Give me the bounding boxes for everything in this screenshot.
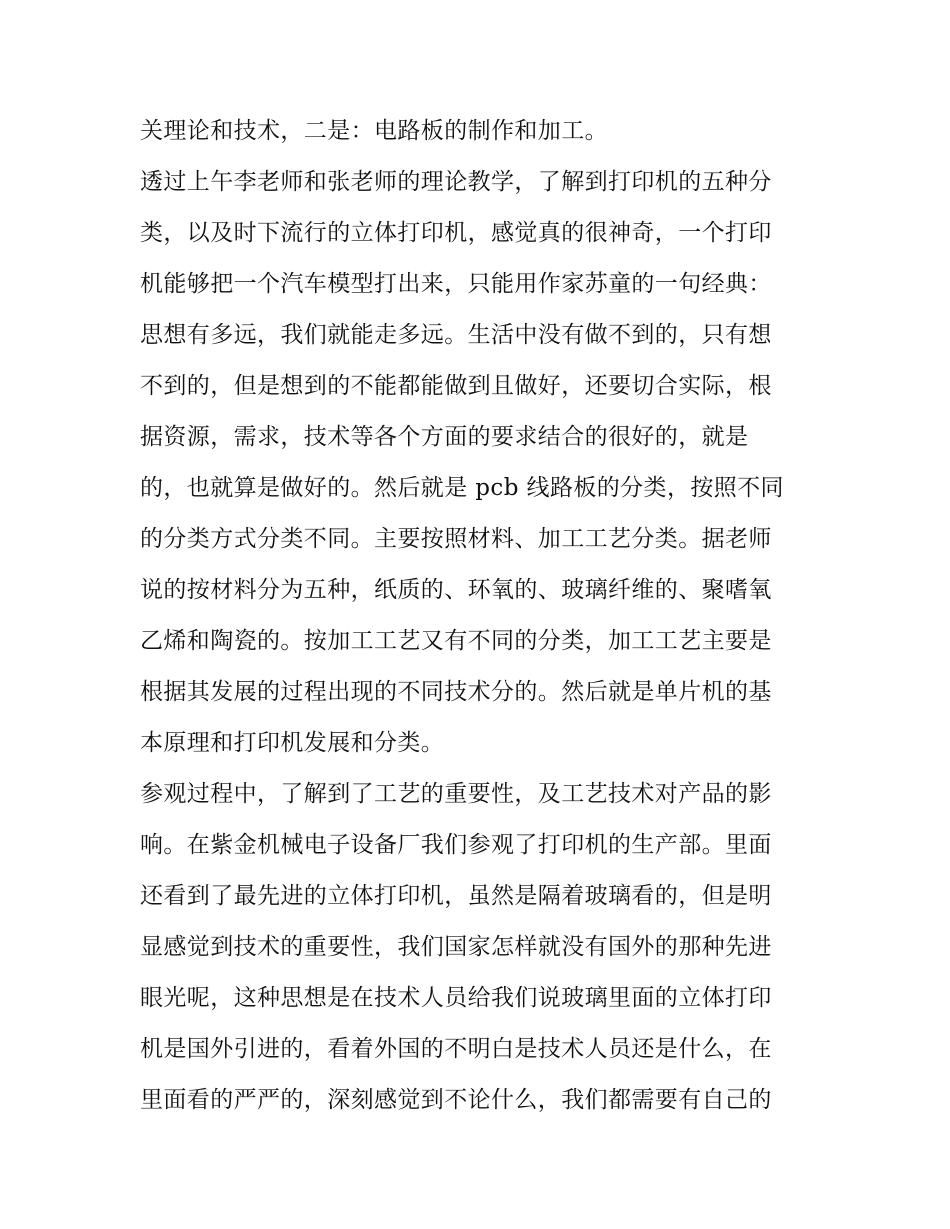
text-line: 机能够把一个汽车模型打出来，只能用作家苏童的一句经典： xyxy=(140,271,772,297)
text-line: 机是国外引进的，看着外国的不明白是技术人员还是什么，在 xyxy=(140,1036,772,1062)
text-line: 参观过程中，了解到了工艺的重要性，及工艺技术对产品的影 xyxy=(140,781,772,807)
text-line: 还看到了最先进的立体打印机，虽然是隔着玻璃看的，但是明 xyxy=(140,883,772,909)
text-line: 透过上午李老师和张老师的理论教学，了解到打印机的五种分 xyxy=(140,169,772,195)
text-line: 显感觉到技术的重要性，我们国家怎样就没有国外的那种先进 xyxy=(140,934,772,960)
text-line: 本原理和打印机发展和分类。 xyxy=(140,730,445,756)
text-line: 眼光呢，这种思想是在技术人员给我们说玻璃里面的立体打印 xyxy=(140,985,772,1011)
text-line: 据资源，需求，技术等各个方面的要求结合的很好的，就是 xyxy=(140,424,749,450)
text-line: 类，以及时下流行的立体打印机，感觉真的很神奇，一个打印 xyxy=(140,220,772,246)
text-line: 根据其发展的过程出现的不同技术分的。然后就是单片机的基 xyxy=(140,679,772,705)
text-line: 里面看的严严的，深刻感觉到不论什么，我们都需要有自己的 xyxy=(140,1087,772,1113)
text-line: 乙烯和陶瓷的。按加工工艺又有不同的分类，加工工艺主要是 xyxy=(140,628,772,654)
text-line: 关理论和技术，二是：电路板的制作和加工。 xyxy=(140,118,608,144)
text-line: 的分类方式分类不同。主要按照材料、加工工艺分类。据老师 xyxy=(140,526,772,552)
text-line: 说的按材料分为五种，纸质的、环氧的、玻璃纤维的、聚嗜氧 xyxy=(140,577,772,603)
text-line: 不到的，但是想到的不能都能做到且做好，还要切合实际，根 xyxy=(140,373,772,399)
text-line: 的，也就算是做好的。然后就是 pcb 线路板的分类，按照不同 xyxy=(140,475,784,501)
text-line: 思想有多远，我们就能走多远。生活中没有做不到的，只有想 xyxy=(140,322,772,348)
body-text xyxy=(140,108,820,1128)
text-line: 响。在紫金机械电子设备厂我们参观了打印机的生产部。里面 xyxy=(140,832,772,858)
